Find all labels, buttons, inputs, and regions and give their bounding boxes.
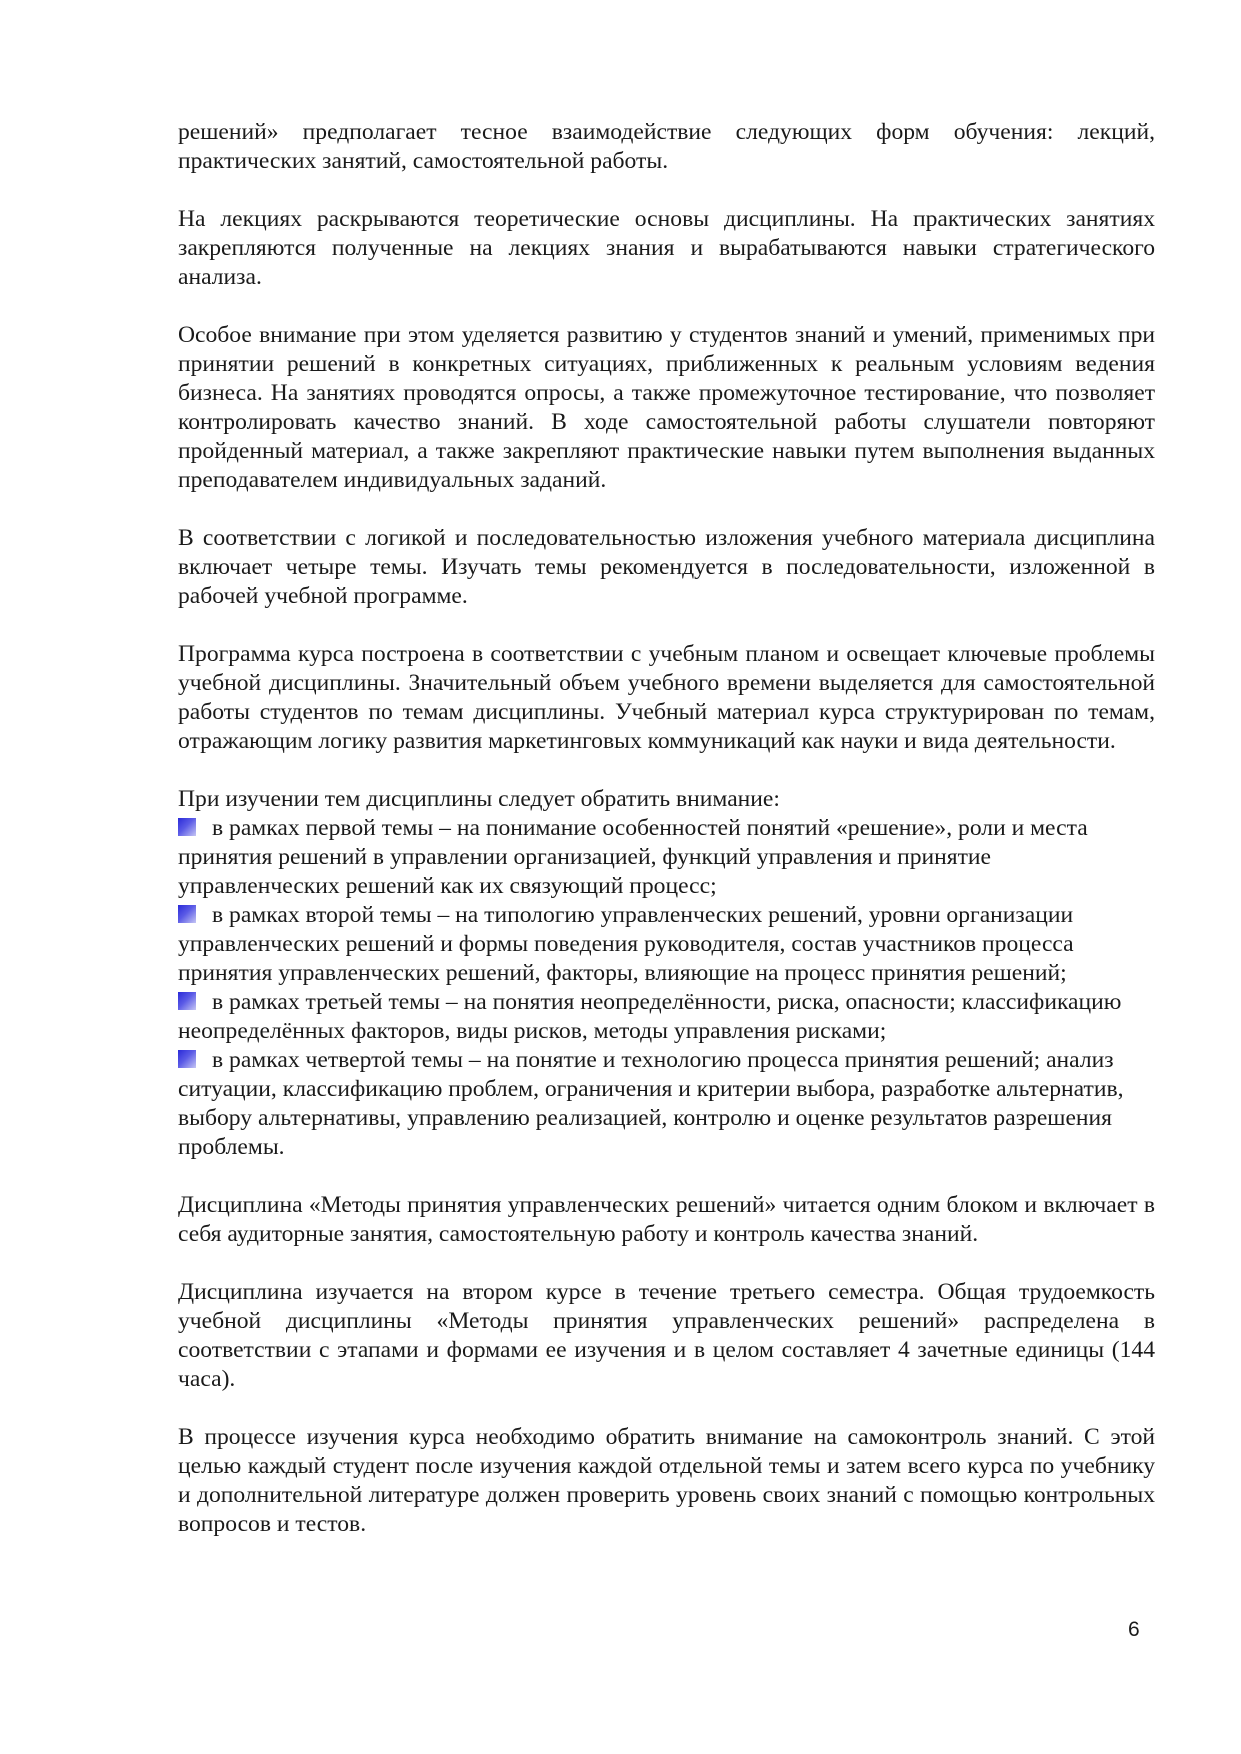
list-intro: При изучении тем дисциплины следует обратить внимание: [178,786,780,812]
paragraph-workload: Дисциплина изучается на втором курсе в течение третьего семестра. Общая трудоемкость учебной дисциплины «Методы принятия управленческих решений» распределена в соответствии с этапами и формами ее изучения и в целом составляет 4 зачетные единицы (144 часа). [178,1279,1155,1392]
topics-list [178,814,1155,1162]
list-item [178,988,1155,1046]
list-item-text: в рамках третьей темы – на понятия неопределённости, риска, опасности; классификацию неопределённых факторов, виды рисков, методы управления рисками; [178,989,1122,1044]
square-bullet-icon [178,992,196,1010]
page-number: 6 [1128,1618,1140,1641]
square-bullet-icon [178,818,196,836]
square-bullet-icon [178,905,196,923]
square-bullet-icon [178,1050,196,1068]
list-item [178,814,1155,901]
paragraph-course-program: Программа курса построена в соответствии с учебным планом и освещает ключевые проблемы учебной дисциплины. Значительный объем учебного времени выделяется для самостоятельной работы студентов по темам дисциплины. Учебный материал курса структурирован по темам, отражающим логику развития маркетинговых коммуникаций как науки и вида деятельности. [178,641,1155,754]
paragraph-self-control: В процессе изучения курса необходимо обратить внимание на самоконтроль знаний. С этой целью каждый студент после изучения каждой отдельной темы и затем всего курса по учебнику и дополнительной литературе должен проверить уровень своих знаний с помощью контрольных вопросов и тестов. [178,1424,1155,1537]
paragraph-forms-of-study: решений» предполагает тесное взаимодействие следующих форм обучения: лекций, практических занятий, самостоятельной работы. [178,119,1155,174]
paragraph-special-attention: Особое внимание при этом уделяется развитию у студентов знаний и умений, применимых при принятии решений в конкретных ситуациях, приближенных к реальным условиям ведения бизнеса. На занятиях проводятся опросы, а также промежуточное тестирование, что позволяет контролировать качество знаний. В ходе самостоятельной работы слушатели повторяют пройденный материал, а также закрепляют практические навыки путем выполнения выданных преподавателем индивидуальных заданий. [178,322,1155,493]
list-item-text: в рамках четвертой темы – на понятие и технологию процесса принятия решений; анализ ситуации, классификацию проблем, ограничения и критерии выбора, разработке альтернатив, выбору альтернативы, управлению реализацией, контролю и оценке результатов разрешения проблемы. [178,1047,1124,1160]
page-body [178,118,1155,1568]
paragraph-lectures: На лекциях раскрываются теоретические основы дисциплины. На практических занятиях закрепляются полученные на лекциях знания и вырабатываются навыки стратегического анализа. [178,206,1155,290]
list-item [178,901,1155,988]
list-item-text: в рамках первой темы – на понимание особенностей понятий «решение», роли и места принятия решений в управлении организацией, функций управления и принятие управленческих решений как их связующий процесс; [178,815,1088,899]
list-item-text: в рамках второй темы – на типологию управленческих решений, уровни организации управленческих решений и формы поведения руководителя, состав участников процесса принятия управленческих решений, факторы, влияющие на процесс принятия решений; [178,902,1074,986]
list-item [178,1046,1155,1162]
paragraph-discipline-block: Дисциплина «Методы принятия управленческих решений» читается одним блоком и включает в себя аудиторные занятия, самостоятельную работу и контроль качества знаний. [178,1192,1155,1247]
paragraph-topics-sequence: В соответствии с логикой и последовательностью изложения учебного материала дисциплина включает четыре темы. Изучать темы рекомендуется в последовательности, изложенной в рабочей учебной программе. [178,525,1155,609]
